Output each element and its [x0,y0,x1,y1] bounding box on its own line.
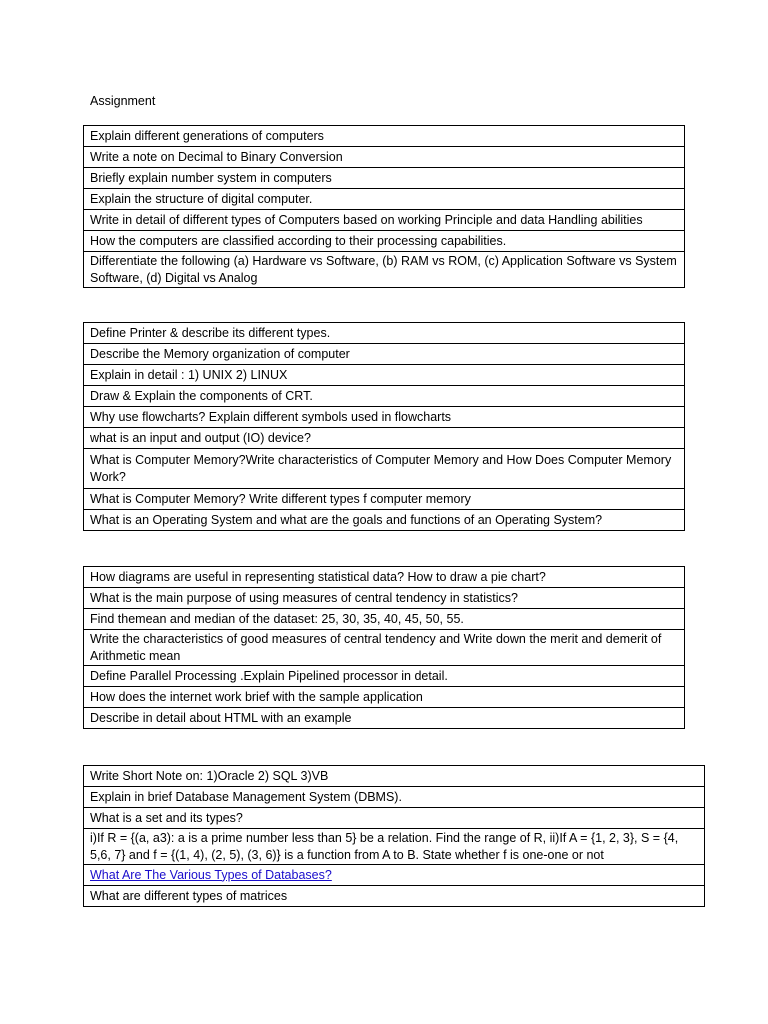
question-cell: Describe the Memory organization of computer [84,344,685,365]
question-cell: Draw & Explain the components of CRT. [84,386,685,407]
question-cell: What is an Operating System and what are the goals and functions of an Operating System? [84,510,685,531]
table-row [84,449,685,489]
question-cell: How does the internet work brief with the sample application [84,687,685,708]
question-cell: Write Short Note on: 1)Oracle 2) SQL 3)VB [84,766,705,787]
question-cell: Explain different generations of computers [84,126,685,147]
question-cell: Why use flowcharts? Explain different symbols used in flowcharts [84,407,685,428]
question-cell: How diagrams are useful in representing statistical data? How to draw a pie chart? [84,567,685,588]
table-row [84,344,685,365]
question-cell: Describe in detail about HTML with an example [84,708,685,729]
page-title: Assignment [90,94,156,108]
table-row [84,787,705,808]
table-row [84,666,685,687]
table-row [84,365,685,386]
question-cell: Write in detail of different types of Computers based on working Principle and data Handling abilities [84,210,685,231]
question-cell: What is the main purpose of using measures of central tendency in statistics? [84,588,685,609]
question-cell: Write a note on Decimal to Binary Conversion [84,147,685,168]
table-row [84,588,685,609]
table-row [84,766,705,787]
table-row [84,210,685,231]
question-cell: Write the characteristics of good measures of central tendency and Write down the merit and demerit of Arithmetic mean [84,630,685,666]
table-row [84,687,685,708]
table-row [84,386,685,407]
question-cell: Define Parallel Processing .Explain Pipelined processor in detail. [84,666,685,687]
question-cell: Explain the structure of digital computer. [84,189,685,210]
question-cell: How the computers are classified according to their processing capabilities. [84,231,685,252]
table-row [84,708,685,729]
question-cell: what is an input and output (IO) device? [84,428,685,449]
question-cell: Find themean and median of the dataset: 25, 30, 35, 40, 45, 50, 55. [84,609,685,630]
table-row [84,567,685,588]
question-cell: What is Computer Memory?Write characteristics of Computer Memory and How Does Computer Memory Work? [84,449,685,489]
table-row [84,630,685,666]
table-row [84,489,685,510]
table-row [84,865,705,886]
question-cell: What is a set and its types? [84,808,705,829]
table-row [84,886,705,907]
table-row [84,168,685,189]
question-table-2 [83,322,685,531]
question-cell: Differentiate the following (a) Hardware vs Software, (b) RAM vs ROM, (c) Application Software vs System Software, (d) Digital vs Analog [84,252,685,288]
table-row [84,510,685,531]
question-cell: Explain in detail : 1) UNIX 2) LINUX [84,365,685,386]
question-table-1 [83,125,685,288]
question-table-3 [83,566,685,729]
question-cell: Explain in brief Database Management System (DBMS). [84,787,705,808]
question-table-4 [83,765,705,907]
table-row [84,126,685,147]
table-row [84,147,685,168]
table-row [84,428,685,449]
table-row [84,189,685,210]
question-cell: What are different types of matrices [84,886,705,907]
table-row [84,829,705,865]
databases-link[interactable]: What Are The Various Types of Databases? [90,867,332,882]
question-cell: Briefly explain number system in computers [84,168,685,189]
table-row [84,609,685,630]
table-row [84,323,685,344]
table-row [84,808,705,829]
table-row [84,231,685,252]
question-cell [84,865,705,886]
question-cell: What is Computer Memory? Write different types f computer memory [84,489,685,510]
question-cell: Define Printer & describe its different types. [84,323,685,344]
table-row [84,407,685,428]
table-row [84,252,685,288]
question-cell: i)If R = {(a, a3): a is a prime number less than 5} be a relation. Find the range of R, ii)If A = {1, 2, 3}, S = {4, 5,6, 7} and f = {(1, 4), (2, 5), (3, 6)} is a function from A to B. State whether f is one-one or not [84,829,705,865]
